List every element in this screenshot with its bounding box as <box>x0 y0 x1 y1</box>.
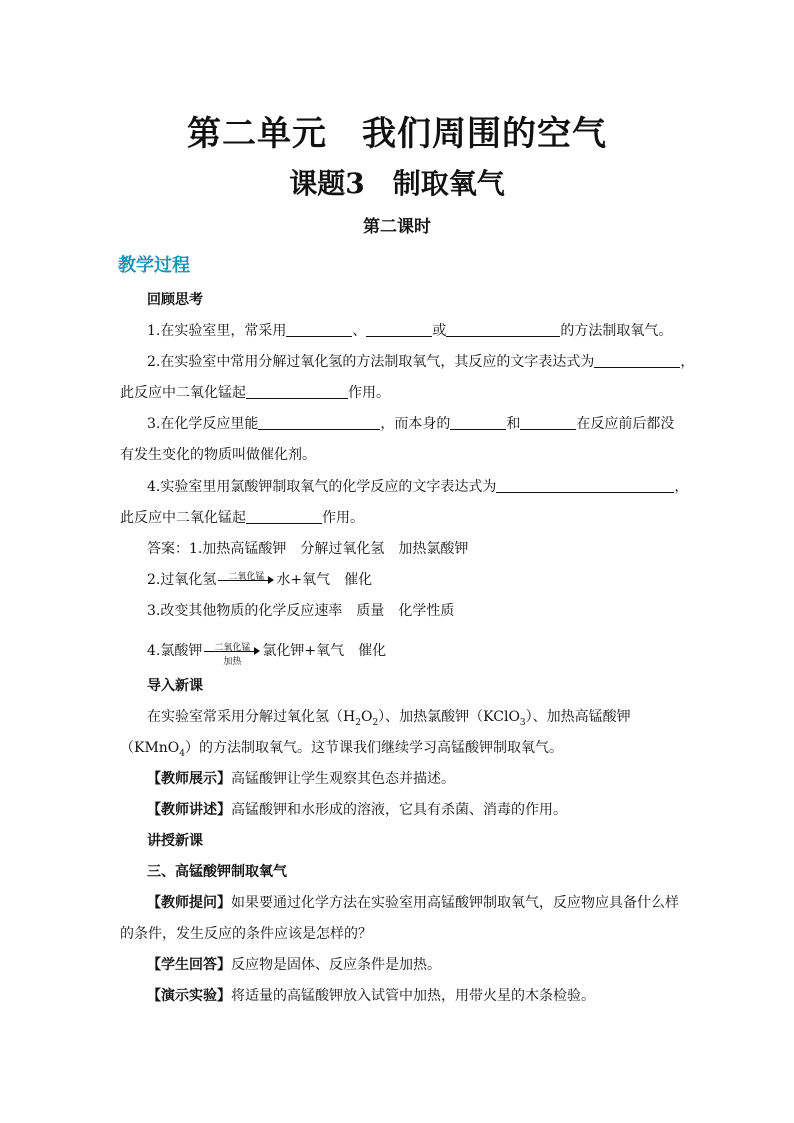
review-q2-cont: 此反应中二氧化锰起 作用。 <box>120 385 390 401</box>
review-q2: 2.在实验室中常用分解过氧化氢的方法制取氧气，其反应的文字表达式为 ， <box>147 354 695 370</box>
teacher-ask-cont: 的条件，发生反应的条件应该是怎样的？ <box>120 926 372 942</box>
blank <box>246 384 348 399</box>
period-title: 第二课时 <box>363 217 431 237</box>
blank <box>496 478 674 493</box>
blank <box>446 322 560 337</box>
blank <box>520 415 576 430</box>
review-q3: 3.在化学反应里能 ，而本身的 和 在反应前后都没 <box>147 416 675 432</box>
blank <box>450 415 506 430</box>
lesson-title: 课题3 制取氧气 <box>289 167 505 200</box>
blank <box>366 322 432 337</box>
teacher-ask: 【教师提问】如果要通过化学方法在实验室用高锰酸钾制取氧气，反应物应具备什么样 <box>147 895 679 911</box>
teacher-show: 【教师展示】高锰酸钾让学生观察其色态并描述。 <box>147 771 455 787</box>
intro-heading: 导入新课 <box>147 678 203 694</box>
teacher-explain: 【教师讲述】高锰酸钾和水形成的溶液，它具有杀菌、消毒的作用。 <box>147 802 567 818</box>
answer-3: 3.改变其他物质的化学反应速率 质量 化学性质 <box>147 603 455 619</box>
unit-title: 第二单元 我们周围的空气 <box>187 114 607 154</box>
answer-2: 2.过氧化氢 二氧化锰 水+氧气 催化 <box>147 572 373 588</box>
review-q4-cont: 此反应中二氧化锰起 作用。 <box>120 510 364 526</box>
intro-paragraph-cont: （KMnO$_4$）的方法制取氧气。这节课我们继续学习高锰酸钾制取氧气。 <box>120 740 564 759</box>
intro-paragraph: 在实验室常采用分解过氧化氢$(H_2O_2)$、加热氯酸钾（KClO$_3$）、加热高锰酸钾 <box>147 709 631 728</box>
review-q3-cont: 有发生变化的物质叫做催化剂。 <box>120 447 316 463</box>
blank <box>258 415 380 430</box>
student-answer: 【学生回答】反应物是固体、反应条件是加热。 <box>147 957 441 973</box>
blank <box>594 353 680 368</box>
section-heading: 教学过程 <box>118 255 190 276</box>
demo-experiment: 【演示实验】将适量的高锰酸钾放入试管中加热，用带火星的木条检验。 <box>147 988 595 1004</box>
blank <box>286 322 352 337</box>
reaction-arrow: 二氧化锰 加热 <box>204 641 260 661</box>
reaction-arrow: 二氧化锰 <box>218 570 274 590</box>
answer-1: 答案：1.加热高锰酸钾 分解过氧化氢 加热氯酸钾 <box>147 541 469 557</box>
answer-4: 4.氯酸钾 二氧化锰 加热 氯化钾+氧气 催化 <box>147 643 387 667</box>
review-q4: 4.实验室里用氯酸钾制取氧气的化学反应的文字表达式为 ， <box>147 479 689 495</box>
review-q1: 1.在实验室里，常采用 、 或 的方法制取氧气。 <box>147 323 673 339</box>
blank <box>246 509 322 524</box>
lecture-heading: 讲授新课 <box>147 833 203 849</box>
review-heading: 回顾思考 <box>147 292 203 308</box>
lecture-subheading: 三、高锰酸钾制取氧气 <box>147 864 287 880</box>
